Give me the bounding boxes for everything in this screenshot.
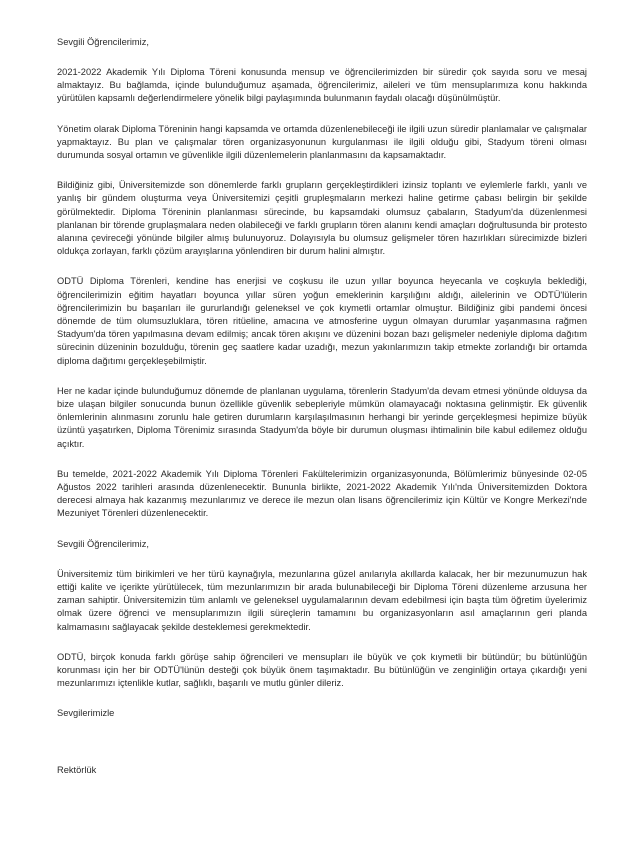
paragraph-4: ODTÜ Diploma Törenleri, kendine has enerjisi ve coşkusu ile uzun yıllar boyunca heyecanla ve coşkuyla beklediği, öğrencilerimizin eğitim hayatları boyunca yıllar süren yoğun emeklerinin karşılığını aldığı, ailelerinin ve ODTÜ'lülerin öğrencilerimizin bu başarıları ile gururlandığı geleneksel ve çok kıymetli ortamlar olmuştur. Bildiğiniz gibi pandemi öncesi dönemde de tüm olumsuzluklara, tören ritüeline, amacına ve atmosferine uygun olmayan durumlar yaşanmasına rağmen Stadyum'da tören yapılmasına devam edilmiş; ancak tören akışını ve düzenini bozan bazı gelişmeler nedeniyle diploma dağıtım sürecinin düzeninin bozulduğu, törenin geç saatlere kadar uzadığı, mezun yakınlarımızın takip etmekte zorlandığı bir ortamda diploma dağıtımı gerçekleşebilmiştir. <box>57 276 587 366</box>
signature: Rektörlük <box>57 765 97 776</box>
paragraph-2: Yönetim olarak Diploma Töreninin hangi kapsamda ve ortamda düzenlenebileceği ile ilgili uzun süredir planlamalar ve çalışmalar yapmaktayız. Bu plan ve çalışmalar tören organizasyonunun kurgulanması ile ilgili olduğu gibi, Stadyum töreni olması durumunda sosyal ortamın ve güvenlikle ilgili düzenlemelerin planlanmasını da kapsamaktadır. <box>57 123 587 161</box>
greeting-2: Sevgili Öğrencilerimiz, <box>57 538 149 549</box>
paragraph-5: Her ne kadar içinde bulunduğumuz dönemde de planlanan uygulama, törenlerin Stadyum'da devam etmesi yönünde olduysa da bize ulaşan bilgiler sonucunda bunun özellikle güvenlik sebepleriyle mümkün olamayacağı noktasına gelinmiştir. Ek güvenlik önlemlerinin alınmasını zorunlu hale getiren durumların karşılaşılmasının herhangi bir yerinde gerçekleşmesi hepimize büyük üzüntü yaşatırken, Diploma Törenimiz sırasında Stadyum'da böyle bir durumun oluşması ihtimalinin bile kabul edilemez olduğu açıktır. <box>57 385 587 449</box>
paragraph-6: Bu temelde, 2021-2022 Akademik Yılı Diploma Törenleri Fakültelerimizin organizasyonunda, Bölümlerimiz bünyesinde 02-05 Ağustos 2022 tarihleri arasında düzenlenecektir. Bununla birlikte, 2021-2022 Akademik Yılı'nda Üniversitemizden Doktora derecesi almaya hak kazanmış mezunlarımız ve derece ile mezun olan lisans öğrencilerimiz için Kültür ve Kongre Merkezi'nde Mezuniyet Törenleri düzenlenecektir. <box>57 468 587 519</box>
paragraph-3: Bildiğiniz gibi, Üniversitemizde son dönemlerde farklı grupların gerçekleştirdikleri izinsiz toplantı ve eylemlerle farklı, yanlı ve yanlış bir gündem oluşturma veya Üniversitemizi çeşitli grupleşmaların merkezi haline getirme çabası belirgin bir şekilde görülmektedir. Diploma Töreninin planlanması sürecinde, bu kapsamdaki olumsuz çabaların, Stadyum'da düzenlenmesi planlanan bir törende gruplaşmalara neden olabileceği ve farklı grupların tören alanını kendi amaçları doğrultusunda bir protesto alanına çevireceği yönünde bilgiler almış bulunuyoruz. Dolayısıyla bu olumsuz gelişmeler tören hazırlıkları sürecimizde bizleri oldukça zorlayan, farklı çözüm arayışlarına yönlendiren bir durum halini almıştır. <box>57 180 587 257</box>
greeting: Sevgili Öğrencilerimiz, <box>57 37 149 47</box>
closing: Sevgilerimizle <box>57 708 115 719</box>
paragraph-1: 2021-2022 Akademik Yılı Diploma Töreni konusunda mensup ve öğrencilerimizden bir süredir çok sayıda soru ve mesaj almaktayız. Bu bağlamda, içinde bulunduğumuz aşamada, öğrencilerimiz, aileleri ve tüm mensuplarımıza konu hakkında yürütülen kapsamlı değerlendirmelere yönelik bilgi paylaşımında bulunmanın faydalı olacağı düşünülmüştür. <box>57 67 587 104</box>
paragraph-7: Üniversitemiz tüm birikimleri ve her türü kaynağıyla, mezunlarına güzel anılarıyla akıllarda kalacak, her bir mezunumuzun hak ettiği kalite ve içerikte yürütülecek, tüm mezunlarımızın bir arada bulunabileceği bir Diploma Töreni düzenleme arzusuna her zaman sahiptir. Üniversitemizin tüm anlamlı ve geleneksel uygulamalarının devam edebilmesi için başta tüm öğretim üyelerimiz olmak üzere öğrenci ve mensuplarımızın ilgili süreçlerin tamamını bu organizasyonların asıl amaçlarının geri planda kalmamasını sağlayacak şekilde desteklemesi gerekmektedir. <box>57 568 587 632</box>
paragraph-8: ODTÜ, birçok konuda farklı görüşe sahip öğrencileri ve mensupları ile büyük ve çok kıymetli bir bütündür; bu bütünlüğün korunması için her bir ODTÜ'lünün desteği çok büyük önem taşımaktadır. Bu bütünlüğün ve zenginliğin ortaya çıkardığı yeni mezunlarımızı içtenlikle kutlar, sağlıklı, başarılı ve mutlu günler dileriz. <box>57 651 587 689</box>
